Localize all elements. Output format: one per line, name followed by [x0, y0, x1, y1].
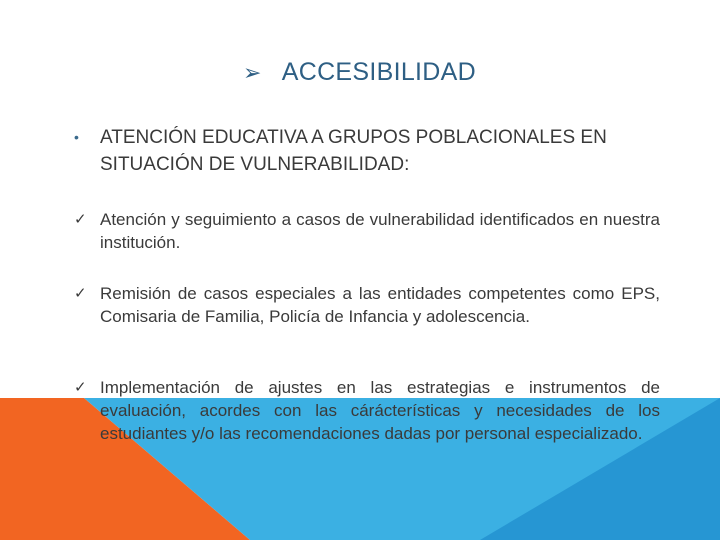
- list-item: [74, 208, 660, 254]
- checkmark-icon: ✓: [74, 285, 87, 302]
- section-title: [74, 124, 674, 178]
- checkmark-icon: ✓: [74, 379, 87, 396]
- arrow-bullet-icon: ➢: [243, 59, 262, 85]
- section-title-text: ATENCIÓN EDUCATIVA A GRUPOS POBLACIONALES EN SITUACIÓN DE VULNERABILIDAD:: [100, 127, 607, 175]
- list-item-text: Remisión de casos especiales a las entidades competentes como EPS, Comisaria de Familia, Policía de Infancia y adolescencia.: [100, 284, 660, 326]
- bullet-icon: •: [74, 129, 79, 145]
- list-item-text: Atención y seguimiento a casos de vulnerabilidad identificados en nuestra institución.: [100, 210, 660, 252]
- heading-text: ACCESIBILIDAD: [281, 58, 476, 86]
- slide-heading: [243, 58, 476, 87]
- checkmark-icon: ✓: [74, 211, 87, 228]
- list-item: [74, 376, 660, 445]
- list-item: [74, 282, 660, 328]
- list-item-text: Implementación de ajustes en las estrategias e instrumentos de evaluación, acordes con las cárácterísticas y necesidades de los estudiantes y/o las recomendaciones dadas por personal especializado.: [100, 378, 660, 443]
